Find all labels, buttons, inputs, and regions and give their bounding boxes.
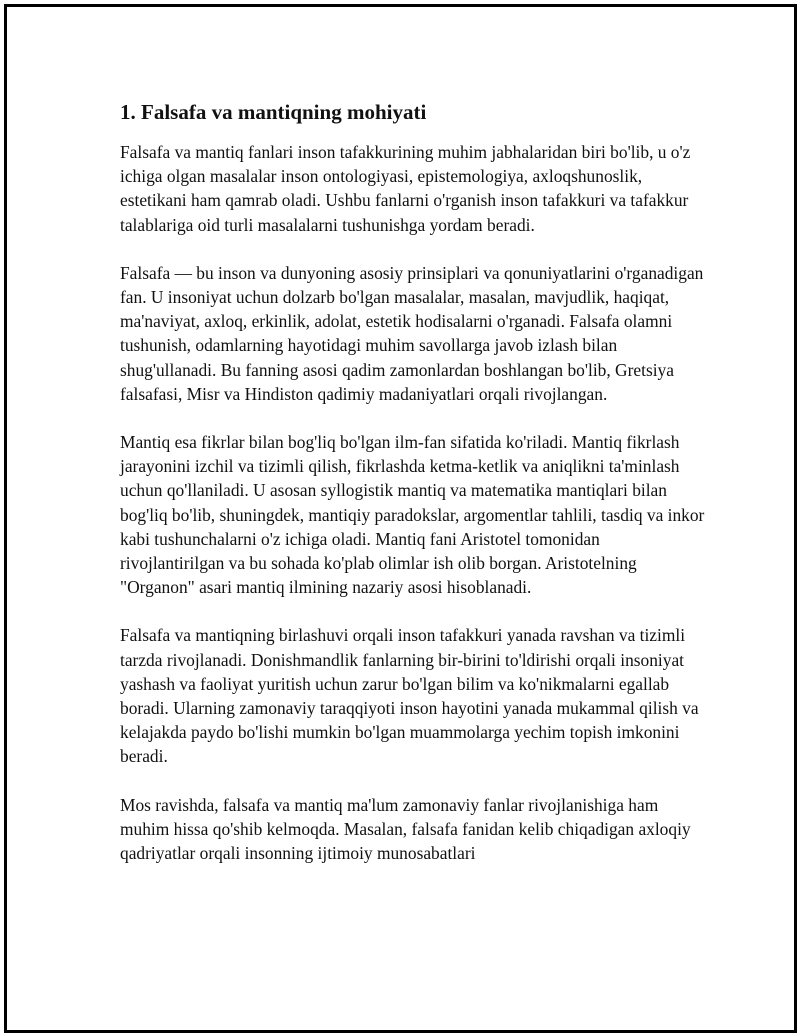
page-frame [4, 4, 797, 1033]
paragraph-3: Mantiq esa fikrlar bilan bog'liq bo'lgan ilm-fan sifatida ko'riladi. Mantiq fikrlash jarayonini izchil va tizimli qilish, fikrlashda ketma-ketlik va aniqlikni ta'minlash uchun qo'llaniladi. U asosan syllogistik mantiq va matematika mantiqlari bilan bog'liq bo'lib, shuningdek, mantiqiy paradokslar, argomentlar tahlili, tasdiq va inkor kabi tushunchalarni o'z ichiga oladi. Mantiq fani Aristotel tomonidan rivojlantirilgan va bu sohada ko'plab olimlar ish olib borgan. Aristotelning "Organon" asari mantiq ilmining nazariy asosi hisoblanadi. [120, 432, 705, 598]
paragraph-4: Falsafa va mantiqning birlashuvi orqali inson tafakkuri yanada ravshan va tizimli tarzda rivojlanadi. Donishmandlik fanlarning bir-birini to'ldirishi orqali insoniyat yashash va faoliyat yuritish uchun zarur bo'lgan bilim va ko'nikmalarni egallab boradi. Ularning zamonaviy taraqqiyoti inson hayotini yanada mukammal qilish va kelajakda paydo bo'lishi mumkin bo'lgan muammolarga yechim topish imkonini beradi. [120, 625, 699, 767]
paragraph-1: Falsafa va mantiq fanlari inson tafakkurining muhim jabhalaridan biri bo'lib, u o'z ichiga olgan masalalar inson ontologiyasi, epistemologiya, axloqshunoslik, estetikani ham qamrab oladi. Ushbu fanlarni o'rganish inson tafakkuri va tafakkur talablariga oid turli masalalarni tushunishga yordam beradi. [120, 142, 691, 235]
section-heading: 1. Falsafa va mantiqning mohiyati [120, 100, 427, 124]
paragraph-5: Mos ravishda, falsafa va mantiq ma'lum zamonaviy fanlar rivojlanishiga ham muhim hissa qo'shib kelmoqda. Masalan, falsafa fanidan kelib chiqadigan axloqiy qadriyatlar orqali insonning ijtimoiy munosabatlari [120, 794, 691, 864]
paragraph-2: Falsafa — bu inson va dunyoning asosiy prinsiplari va qonuniyatlarini o'rganadigan fan. U insoniyat uchun dolzarb bo'lgan masalalar, masalan, mavjudlik, haqiqat, ma'naviyat, axloq, erkinlik, adolat, estetik hodisalarni o'rganadi. Falsafa olamni tushunish, odamlarning hayotidagi muhim savollarga javob izlash bilan shug'ullanadi. Bu fanning asosi qadim zamonlardan boshlangan bo'lib, Gretsiya falsafasi, Misr va Hindiston qadimiy madaniyatlari orqali rivojlangan. [120, 262, 704, 404]
document-body [120, 99, 705, 889]
